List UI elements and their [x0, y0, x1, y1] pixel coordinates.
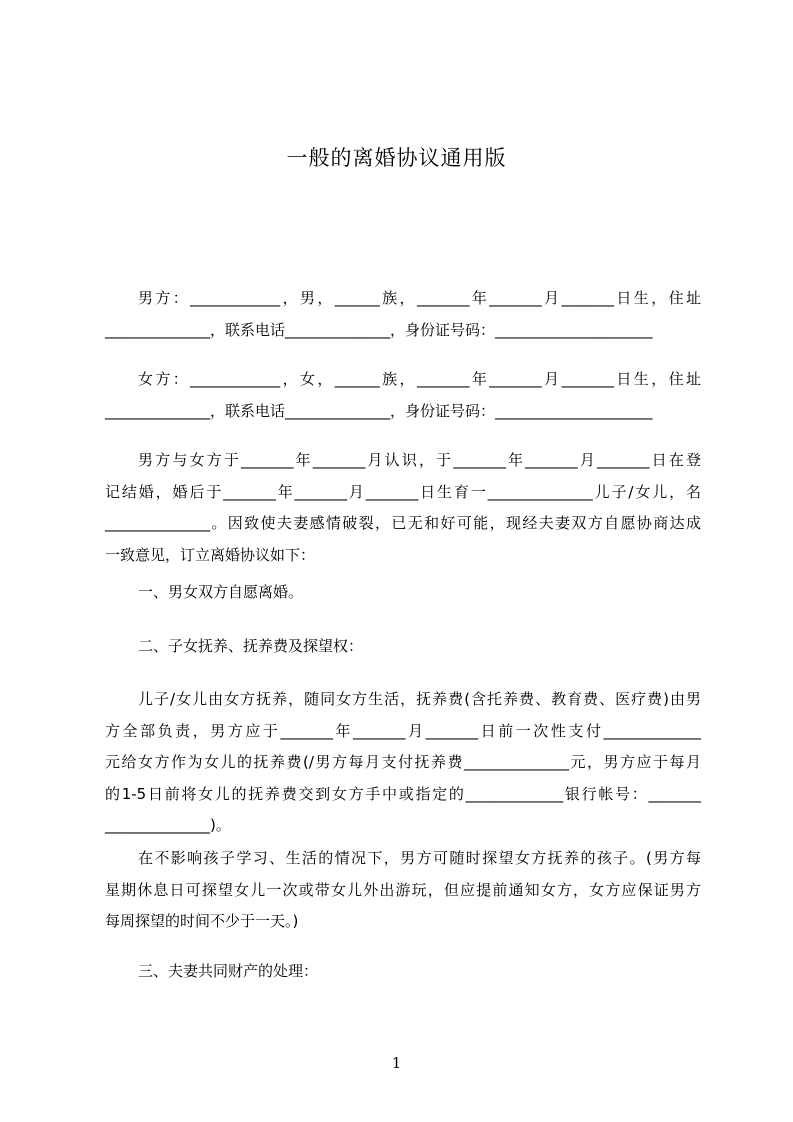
visitation-line: 每周探望的时间不少于一天。) [105, 912, 299, 930]
male-party-line: ______________，联系电话______________，身份证号码：_____________________ [105, 320, 653, 339]
female-party-paragraph [105, 364, 701, 427]
custody-line: ______________)。 [105, 816, 231, 834]
custody-line: 儿子/女儿由女方抚养，随同女方生活，抚养费(含托养费、教育费、医疗费)由男 [138, 690, 701, 708]
marriage-info-paragraph [105, 445, 701, 571]
visitation-line: 星期休息日可探望女儿一次或带女儿外出游玩，但应提前通知女方，女方应保证男方 [105, 880, 701, 899]
section-heading-3 [105, 956, 701, 988]
marriage-info-line: 一致意见，订立离婚协议如下： [105, 545, 316, 564]
section-heading-text: 二、子女抚养、抚养费及探望权： [138, 637, 364, 655]
male-party-paragraph [105, 283, 701, 346]
section-heading-1 [105, 577, 701, 609]
section-heading-text: 一、男女双方自愿离婚。 [138, 583, 304, 601]
visitation-line: 在不影响孩子学习、生活的情况下，男方可随时探望女方抚养的孩子。(男方每 [138, 849, 701, 867]
custody-line: 元给女方作为女儿的抚养费(/男方每月支付抚养费______________元，男方应于每月 [105, 753, 701, 771]
page-title: 一般的离婚协议通用版 [286, 146, 507, 170]
section-heading-2 [105, 631, 701, 663]
male-party-line: 男方：____________，男，______族，_______年_______月_______日生，住址 [138, 289, 701, 307]
female-party-line: ______________，联系电话______________，身份证号码：_____________________ [105, 401, 653, 420]
custody-line: 的1-5日前将女儿的抚养费交到女方手中或指定的_____________银行帐号：_______ [105, 784, 701, 803]
marriage-info-line: 记结婚，婚后于_______年_______月_______日生育一______________儿子/女儿，名 [105, 482, 701, 501]
custody-line: 方全部负责，男方应于_______年_______月_______日前一次性支付_____________ [105, 721, 701, 740]
page-number: 1 [391, 1054, 402, 1072]
marriage-info-line: ______________。因致使夫妻感情破裂，已无和好可能，现经夫妻双方自愿协商达成 [105, 514, 701, 532]
custody-paragraph [105, 684, 701, 842]
section-heading-text: 三、夫妻共同财产的处理： [138, 962, 319, 980]
visitation-paragraph [105, 843, 701, 938]
marriage-info-line: 男方与女方于_______年_______月认识，于_______年_______月_______日在登 [138, 451, 701, 469]
female-party-line: 女方：____________，女，______族，_______年_______月_______日生，住址 [138, 370, 701, 388]
